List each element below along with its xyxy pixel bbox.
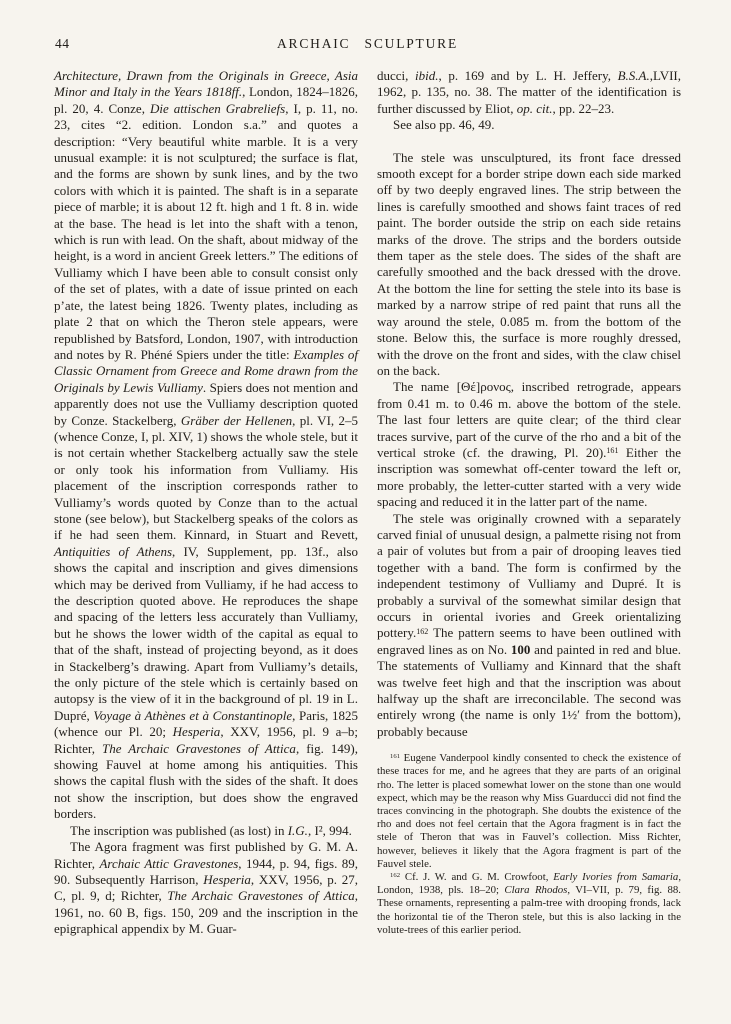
- page-number: 44: [55, 36, 70, 51]
- footnote-162: $^{162}$ Cf. J. W. and G. M. Crowfoot, Early Ivories from Samaria, London, 1938, pls. 18–20; Clara Rhodos, VI–VII, p. 79, fig. 88. These ornaments, representing a palm-tree with drooping fronds, lack the horizontal tie of the Theron stele, but this is also lacking in the volute-trees of this earlier period.: [377, 871, 682, 936]
- page-header: [54, 36, 681, 54]
- footnote-161: $^{161}$ Eugene Vanderpool kindly consented to check the existence of these traces for me, and he agrees that they are parts of an original rho. The letter is placed somewhat lower on the stone than one would expect, which may be the reason why Miss Guarducci did not find the traces convincing in the photograph. She doubts the existence of the rho and does not feel certain that the Agora fragment is in fact the stele of Theron that was in Fauvel’s collection. Miss Richter, however, believes it likely that the Agora fragment is part of the Fauvel stele.: [377, 752, 681, 870]
- running-title: ARCHAIC SCULPTURE: [277, 36, 458, 51]
- right-column: [377, 68, 681, 938]
- footnotes: [377, 752, 681, 937]
- paragraph-agora-fragment: The Agora fragment was first published by G. M. A. Richter, Archaic Attic Gravestones, 1944, p. 94, figs. 89, 90. Subsequently Harrison, Hesperia, XXV, 1956, p. 27, C, pl. 9, d; Richter, The Archaic Gravestones of Attica, 1961, no. 60 B, figs. 150, 209 and the inscription in the epigraphical appendix by M. Guar-: [54, 839, 359, 937]
- paragraph-continuation: Architecture, Drawn from the Originals in Greece, Asia Minor and Italy in the Years 1818ff., London, 1824–1826, pl. 20, 4. Conze, Die attischen Grabreliefs, I, p. 11, no. 23, cites “2. edition. London s.a.” and quotes a description: “Very beautiful white marble. It is a very unusual example: it is not sculptured; the surface is flat, and the forms are shown by sunk lines, and by the two colors with which it is painted. The shaft is in a separate piece of marble; it is about 12 ft. high and 1 ft. 8 in. wide at the base. The head is let into the shaft with a tenon, which is run with lead. On the shaft, about midway of the height, is a word in ancient Greek letters.” The editions of Vulliamy which I have been able to consult consist only of the set of plates, with a date of issue printed on each p’ate, the latest being 1826. Twenty plates, including as plate 2 that on which the Theron stele appears, were republished by Batsford, London, 1907, with introduction and notes by R. Phéné Spiers under the title: Examples of Classic Ornament from Greece and Rome drawn from the Originals by Lewis Vulliamy. Spiers does not mention and apparently does not use the Vulliamy description quoted by Conze. Stackelberg, Gräber der Hellenen, pl. VI, 2–5 (whence Conze, I, pl. XIV, 1) shows the whole stele, but it is not certain whether Stackelberg actually saw the stele or only took his information from Vulliamy. His placement of the inscription corresponds rather to Vulliamy’s words quoted by Conze than to the actual stone (see below), but Stackelberg speaks of the colors as if he had seen them. Kinnard, in Stuart and Revett, Antiquities of Athens, IV, Supplement, pp. 13f., also shows the capital and inscription and gives dimensions which may be derived from Vulliamy, if he had access to the description quoted above. He reproduces the shape and spacing of the letters less accurately than Vulliamy, but he shows the lower width of the capital as equal to that of the shaft, instead of projecting beyond, as it does in Stackelberg’s drawing. Apart from Vulliamy’s details, the only picture of the stele which is certainly based on autopsy is the view of it in the background of pl. 19 in L. Dupré, Voyage à Athènes et à Constantinople, Paris, 1825 (whence our Pl. 20; Hesperia, XXV, 1956, pl. 9 a–b; Richter, The Archaic Gravestones of Attica, fig. 149), showing Fauvel at home among his antiquities. This shows the capital flush with the sides of the shaft. It does not show the inscription, but does show the engraved borders.: [54, 68, 359, 822]
- text-columns: [54, 68, 681, 938]
- paragraph-stele-crowned: The stele was originally crowned with a separately carved finial of unusual design, a palmette rising not from a pair of volutes but from a pair of drooping leaves tied together with a band. The form is confirmed by the independent testimony of Vulliamy and Dupré. It is probably a survival of the somewhat similar design that occurs in oriental ivories and Greek orientalizing pottery.$^{162}$ The pattern seems to have been outlined with engraved lines as on No. 100 and painted in red and blue. The statements of Vulliamy and Kinnard that the shaft was twelve feet high and that the inscription was about halfway up the shaft are irreconcilable. The second was entirely wrong (the name is only 1½′ from the bottom), probably because: [377, 510, 681, 739]
- paragraph-stele-unsculptured: The stele was unsculptured, its front face dressed smooth except for a border stripe down each side marked off by two deeply engraved lines. The strip between the lines is carefully smoothed and shows faint traces of red paint. The border outside the strip on each side retains marks of the drove. The strips and the borders outside them taper as the stele does. The sides of the shaft are carefully smoothed and the back dressed with the drove. At the bottom the line for setting the stele into its base is marked by a narrow stripe of red paint that runs all the way around the stele, 0.085 m. from the bottom of the stone. Below this, the surface is more roughly dressed, with the drove on the front and sides, with the claw chisel on the back.: [377, 149, 681, 378]
- paragraph-continuation: ducci, ibid., p. 169 and by L. H. Jeffery, B.S.A.,LVII, 1962, p. 135, no. 38. The matter of the identification is further discussed by Eliot, op. cit., pp. 22–23.: [377, 68, 682, 116]
- paragraph-see-also: See also pp. 46, 49.: [393, 117, 495, 133]
- left-column: [54, 68, 358, 938]
- paragraph-inscription-published: The inscription was published (as lost) in I.G., I², 994.: [70, 822, 352, 838]
- paragraph-name-inscribed: The name [Θέ]ρονος, inscribed retrograde, appears from 0.41 m. to 0.46 m. above the bottom of the stele. The last four letters are quite clear; of the third clear traces survive, part of the curve of the rho and a bit of the vertical stroke (cf. the drawing, Pl. 20).$^{161}$ Either the inscription was somewhat off-center toward the left or, more probably, the letter-cutter started with a very wide spacing and reduced it in the latter part of the name.: [377, 379, 681, 510]
